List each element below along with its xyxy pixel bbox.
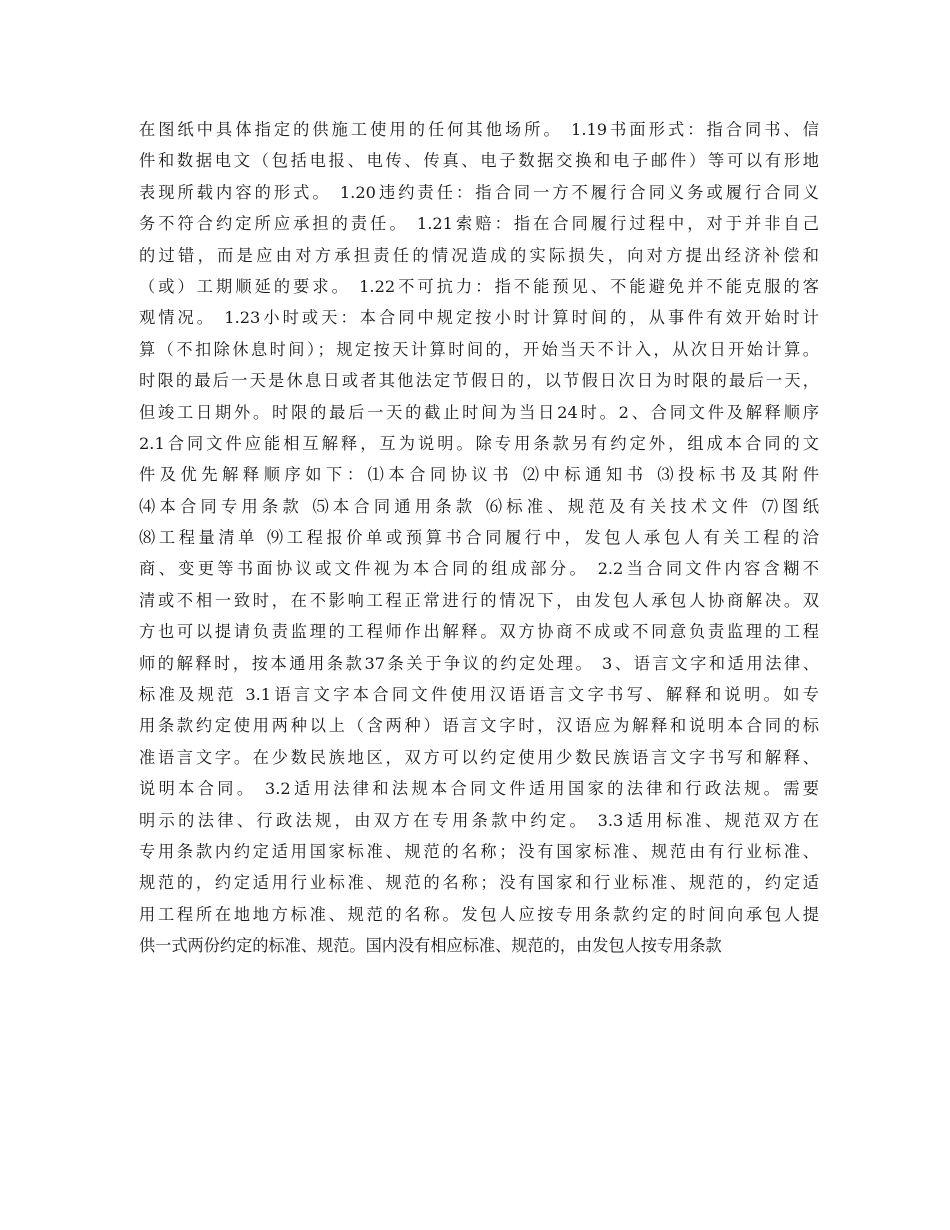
text-line: 商、变更等书面协议或文件视为本合同的组成部分。 2.2当合同文件内容含糊不 — [139, 559, 819, 579]
text-line: 说明本合同。 3.2适用法律和法规本合同文件适用国家的法律和行政法规。需要 — [139, 779, 819, 799]
text-line: 时限的最后一天是休息日或者其他法定节假日的，以节假日次日为时限的最后一天， — [139, 371, 819, 391]
text-line: 准语言文字。在少数民族地区，双方可以约定使用少数民族语言文字书写和解释、 — [139, 747, 819, 767]
text-line: 用条款约定使用两种以上（含两种）语言文字时，汉语应为解释和说明本合同的标 — [139, 716, 819, 736]
document-page — [139, 114, 819, 962]
text-line: （或）工期顺延的要求。 1.22不可抗力：指不能预见、不能避免并不能克服的客 — [139, 276, 819, 296]
text-line: 件及优先解释顺序如下：⑴本合同协议书 ⑵中标通知书 ⑶投标书及其附件 — [139, 465, 819, 485]
text-line: ⑻工程量清单 ⑼工程报价单或预算书合同履行中，发包人承包人有关工程的洽 — [139, 528, 819, 548]
text-line: 但竣工日期外。时限的最后一天的截止时间为当日24时。2、合同文件及解释顺序 — [139, 402, 819, 422]
text-line: 件和数据电文（包括电报、电传、传真、电子数据交换和电子邮件）等可以有形地 — [139, 151, 819, 171]
text-line: 专用条款内约定适用国家标准、规范的名称；没有国家标准、规范由有行业标准、 — [139, 841, 819, 861]
text-line: 标准及规范 3.1语言文字本合同文件使用汉语语言文字书写、解释和说明。如专 — [139, 685, 819, 705]
text-line: 2.1合同文件应能相互解释，互为说明。除专用条款另有约定外，组成本合同的文 — [139, 433, 819, 453]
text-line: 务不符合约定所应承担的责任。 1.21索赔：指在合同履行过程中，对于并非自己 — [139, 214, 819, 234]
text-line: 的过错，而是应由对方承担责任的情况造成的实际损失，向对方提出经济补偿和 — [139, 245, 819, 265]
text-line: 清或不相一致时，在不影响工程正常进行的情况下，由发包人承包人协商解决。双 — [139, 590, 819, 610]
text-line: 供一式两份约定的标准、规范。国内没有相应标准、规范的，由发包人按专用条款 — [139, 936, 722, 956]
text-line: 观情况。 1.23小时或天：本合同中规定按小时计算时间的，从事件有效开始时计 — [139, 308, 819, 328]
text-line: 师的解释时，按本通用条款37条关于争议的约定处理。 3、语言文字和适用法律、 — [139, 653, 819, 673]
text-line: 用工程所在地地方标准、规范的名称。发包人应按专用条款约定的时间向承包人提 — [139, 904, 819, 924]
text-line: 方也可以提请负责监理的工程师作出解释。双方协商不成或不同意负责监理的工程 — [139, 622, 819, 642]
text-line: 规范的，约定适用行业标准、规范的名称；没有国家和行业标准、规范的，约定适 — [139, 873, 819, 893]
text-line: ⑷本合同专用条款 ⑸本合同通用条款 ⑹标准、规范及有关技术文件 ⑺图纸 — [139, 496, 819, 516]
text-line: 在图纸中具体指定的供施工使用的任何其他场所。 1.19书面形式：指合同书、信 — [139, 120, 819, 139]
text-line: 明示的法律、行政法规，由双方在专用条款中约定。 3.3适用标准、规范双方在 — [139, 810, 819, 830]
text-line: 表现所载内容的形式。 1.20违约责任：指合同一方不履行合同义务或履行合同义 — [139, 182, 819, 202]
text-line: 算（不扣除休息时间）；规定按天计算时间的，开始当天不计入，从次日开始计算。 — [139, 339, 819, 359]
